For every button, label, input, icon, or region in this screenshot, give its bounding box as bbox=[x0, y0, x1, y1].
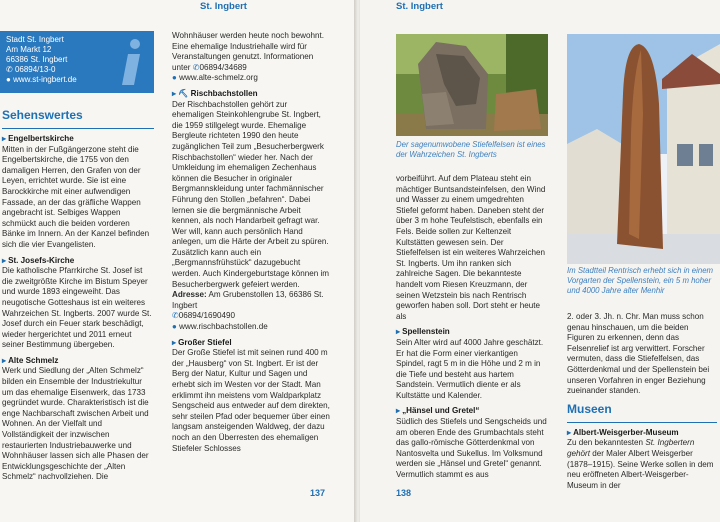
text-alte-schmelz: Werk und Siedlung der „Alten Schmelz“ bilden ein Ensemble der Industriekultur um das ehemalige Eisenwerk, das 1733 gegründet wurde. Charakteristisch ist die enge Nachbarschaft zwischen Arbeit und Wohnen. An der Vielfalt und Vollständigkeit der inzwischen restaurierten Industriebauwerke und Wohnhäuser lassen sich alle Phasen der Entwicklungsgeschichte der „Alten Schmelz“ nachvollziehen. Die bbox=[2, 366, 149, 482]
link-rischbachstollen[interactable]: www.rischbachstollen.de bbox=[179, 322, 268, 332]
caption-stiefelfelsen: Der sagenumwobene Stiefelfelsen ist eines der Wahrzeichen St. Ingberts bbox=[396, 140, 546, 159]
text-engelbertskirche: Mitten in der Fußgängerzone steht die Engelbertskirche, die 1755 von den damaligen Herren, den Grafen von der Leyen, errichtet wurde. Sie ist eine Barockkirche mit einer aufwendigen Fassade, an der das gräfliche Wappen angebracht ist. Selbiges Wappen schmückt auch die beiden vorderen Bänke im Innern. An der Kanzel befinden sich die vier Evangelisten. bbox=[2, 144, 150, 249]
left-page bbox=[0, 0, 356, 522]
info-line: 66386 St. Ingbert bbox=[6, 55, 68, 64]
section-heading-sehenswertes: Sehenswertes bbox=[2, 108, 83, 122]
running-head-right: St. Ingbert bbox=[396, 1, 443, 12]
info-phone: 06894/13-0 bbox=[14, 65, 56, 74]
photo-stiefelfelsen bbox=[396, 34, 548, 136]
mine-icon: ⛏ bbox=[178, 88, 189, 98]
heading-albert-weisgerber-museum: ▸ Albert-Weisgerber-Museum bbox=[567, 427, 679, 437]
globe-icon: ● bbox=[172, 322, 177, 332]
heading-st-josefs-kirche: ▸ St. Josefs-Kirche bbox=[2, 255, 75, 265]
text-rischbachstollen: Der Rischbachstollen gehört zur ehemaligen Steinkohlengrube St. Ingbert, die 1959 stillgelegt wurde. Ehemalige Bergleute richteten 1990 den heute zugänglichen Teil zum „Besucherbergwerk Rischbachstollen“ wieder her. Nach der Umkleidung im ehemaligen Zechenhaus können die Besucher in originaler Bergmannskleidung unter fachmännischer Führung den Stollen „befahren“. Dabei lernen sie die bergmännische Arbeit kennen, als noch Handarbeit gefragt war. Wer will, kann auch persönlich Hand anlegen, um die Härte der Arbeit zu spüren. Zusätzlich kann auch ein „Bergmannsfrühstück“ dazugebucht werden. Auch Kindergeburtstage können im Besucherbergwerk gefeiert werden. Adresse: Am Grubenstollen 13, 66386 St. Ingbert ✆06894/1690490 ● www.rischbachstollen.de bbox=[172, 99, 330, 332]
right-column-1 bbox=[396, 174, 548, 486]
phone-icon: ✆ bbox=[172, 311, 179, 321]
globe-icon: ● bbox=[172, 73, 177, 83]
heading-haensel-gretel: ▸ „Hänsel und Gretel“ bbox=[396, 406, 480, 416]
heading-alte-schmelz: ▸ Alte Schmelz bbox=[2, 355, 59, 365]
right-page bbox=[360, 0, 720, 522]
text-haensel-gretel-cont: 2. oder 3. Jh. n. Chr. Man muss schon genau hinschauen, um die beiden Figuren zu erkennen, denn das Felsenrelief ist arg verwittert. Forscher vermuten, dass die Stiefelfelsen, das Götterdenkmal und der Spellenstein bei unseren Vorfahren in enger Beziehung zueinander standen. bbox=[567, 312, 710, 396]
text-stiefel-cont: vorbeiführt. Auf dem Plateau steht ein mächtiger Buntsandsteinfelsen, den Wind und Wasser zu einem umgedrehten Stiefel geformt haben. Daneben steht der über 3 m hohe Teufelstisch, ebenfalls ein Fels. Beide sollen zur Keltenzeit Kultstätten gewesen sein. Der Stiefelfelsen ist ein weiteres Wahrzeichen St. Ingberts. Um ihn ranken sich zahlreiche Sagen. Die bekannteste handelt vom Riesen Kreuzmann, der seinen Wetzstein bis nach Rentrisch geworfen haben soll. Dort steht er heute als bbox=[396, 174, 546, 321]
section-rule bbox=[567, 422, 717, 423]
section-rule bbox=[2, 128, 154, 129]
text-grosser-stiefel: Der Große Stiefel ist mit seinen rund 400 m der „Hausberg“ von St. Ingbert. Er ist der Berg der Natur, Kultur und Sagen und erhebt sich im Westen vor der Stadt. Man erklimmt ihn meistens vom Waldparkplatz Sengscheid aus entweder auf dem direkten, sehr steilen Pfad oder bequemer über einen langsam ansteigenden Waldweg, der dazu noch an den Überresten des ehemaligen Stiefeler Schlosses bbox=[172, 348, 330, 453]
heading-engelbertskirche: ▸ Engelbertskirche bbox=[2, 134, 74, 143]
text-albert-weisgerber-museum: Zu den bekanntesten St. Ingbertern gehört der Maler Albert Weisgerber (1878–1915). Seine Werke sollen in dem neu eröffneten Albert-Weisgerber-Museum in der bbox=[567, 438, 714, 490]
left-column-2 bbox=[172, 31, 330, 459]
heading-spellenstein: ▸ Spellenstein bbox=[396, 327, 450, 337]
info-line: Stadt St. Ingbert bbox=[6, 35, 64, 44]
link-alte-schmelz[interactable]: www.alte-schmelz.org bbox=[179, 73, 258, 83]
phone-icon: ✆ bbox=[6, 65, 13, 74]
photo-spellenstein bbox=[567, 34, 720, 264]
page-number-left: 137 bbox=[310, 488, 326, 498]
caption-spellenstein: Im Stadtteil Rentrisch erhebt sich in einem Vorgarten der Spellenstein, ein 5 m hoher und 4000 Jahre alter Menhir bbox=[567, 266, 714, 295]
right-column-2 bbox=[567, 312, 717, 496]
info-i-icon bbox=[120, 37, 146, 87]
info-box bbox=[0, 31, 154, 93]
text-alte-schmelz-cont: Wohnhäuser werden heute noch bewohnt. Eine ehemalige Industriehalle wird für Veranstaltungen genutzt. Informationen unter ✆06894/34689 ● www.alte-schmelz.org bbox=[172, 31, 324, 83]
heading-rischbachstollen: ▸ ⛏ Rischbachstollen bbox=[172, 88, 258, 98]
info-line: Am Markt 12 bbox=[6, 45, 52, 54]
phone-icon: ✆ bbox=[192, 62, 200, 72]
section-heading-museen: Museen bbox=[567, 401, 612, 416]
left-column-1 bbox=[2, 104, 154, 488]
text-haensel-gretel: Südlich des Stiefels und Sengscheids und am oberen Ende des Grumbachtals steht das gallo-römische Götterdenkmal von Nantosvelta und Sukellus. Im Volksmund werden sie „Hänsel und Gretel“ genannt. Vermutlich stammt es aus bbox=[396, 417, 547, 480]
text-spellenstein: Sein Alter wird auf 4000 Jahre geschätzt. Er hat die Form einer vierkantigen Spindel, ragt 5 m in die Höhe und 2 m in die Tiefe und besteht aus hartem Sandstein. Vermutlich diente er als Kultstätte und Kalender. bbox=[396, 337, 544, 400]
page-number-right: 138 bbox=[396, 488, 412, 498]
globe-icon: ● bbox=[6, 75, 11, 84]
text-st-josefs-kirche: Die katholische Pfarrkirche St. Josef ist die zweitgrößte Kirche im Bistum Speyer und wurde 1893 eingeweiht. Das neugotische Gotteshaus ist ein weiteres Wahrzeichen St. Ingberts. 2007 wurde St. Josef durch ein Feuer stark beschädigt, wieder hergerichtet und 2011 erneut seiner Bestimmung übergeben. bbox=[2, 266, 152, 350]
running-head-left: St. Ingbert bbox=[200, 1, 247, 12]
heading-grosser-stiefel: ▸ Großer Stiefel bbox=[172, 337, 232, 347]
info-web[interactable]: www.st-ingbert.de bbox=[13, 75, 77, 84]
